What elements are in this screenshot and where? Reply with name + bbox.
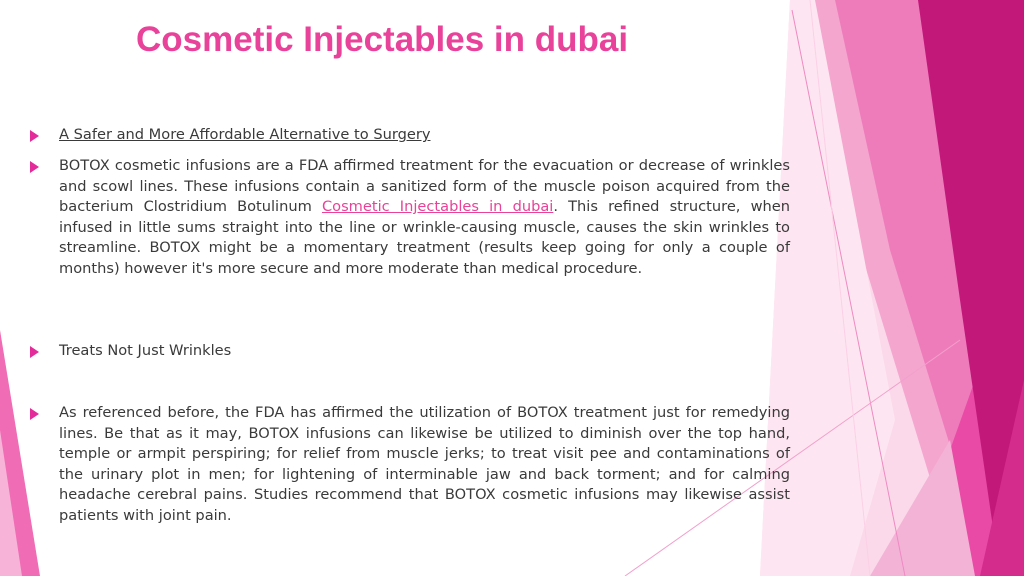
bullet-item-4 bbox=[30, 403, 790, 526]
bullet-item-1 bbox=[30, 125, 790, 146]
bullet-arrow-icon bbox=[30, 346, 39, 358]
bullet-text-safer-alternative: A Safer and More Affordable Alternative to Surgery bbox=[59, 126, 431, 143]
slide-title: Cosmetic Injectables in dubai bbox=[136, 20, 629, 59]
bullet-text-other-uses: As referenced before, the FDA has affirmed the utilization of BOTOX treatment just for remedying lines. Be that as it may, BOTOX infusions can likewise be utilized to diminish over the top hand, temple or armpit perspiring; for relief from muscle jerks; to treat visit pee and contaminations of the urinary plot in men; for lightening of interminable jaw and back torment; and for calming headache cerebral pains. Studies recommend that BOTOX cosmetic infusions may likewise assist patients with joint pain. bbox=[59, 404, 790, 524]
bullet-arrow-icon bbox=[30, 130, 39, 142]
cosmetic-injectables-link[interactable]: Cosmetic Injectables in dubai bbox=[321, 198, 554, 215]
bullet-text-treats-not-just-wrinkles: Treats Not Just Wrinkles bbox=[59, 342, 232, 359]
bullet-2-text-end: . This refined structure, when infused in little sums straight into the line or wrinkle-causing muscle, causes the skin wrinkles to streamline. BOTOX might be a momentary treatment (results keep going for only a couple of months) however it's more secure and more moderate than medical procedure. bbox=[59, 198, 791, 277]
bullet-item-2 bbox=[30, 156, 790, 279]
bullet-2-text-start: BOTOX cosmetic infusions are a FDA affirmed treatment for the evacuation or decrease of wrinkles and scowl lines. These infusions contain a sanitized form of the muscle poison acquired from the bacterium Clostridium Botulinum bbox=[59, 157, 790, 215]
bullet-text-botox-description bbox=[59, 156, 790, 279]
bullet-arrow-icon bbox=[30, 161, 39, 173]
bullet-arrow-icon bbox=[30, 408, 39, 420]
bullet-item-3 bbox=[30, 341, 790, 362]
